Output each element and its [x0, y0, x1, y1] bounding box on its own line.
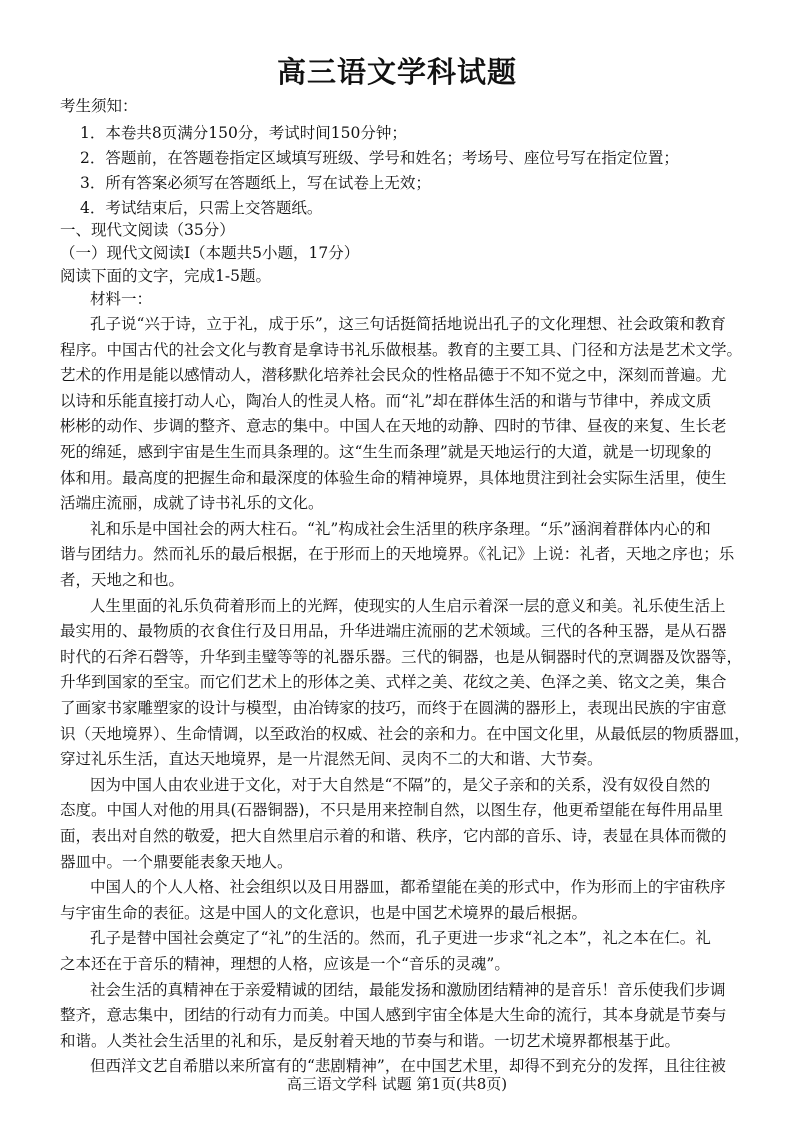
- passage-line: 和谐。人类社会生活里的礼和乐，是反射着天地的节奏与和谐。一切艺术境界都根基于此。: [60, 1031, 681, 1050]
- reading-instruction: 阅读下面的文字，完成1-5题。: [60, 267, 271, 285]
- passage-line: 孔子说“兴于诗，立于礼，成于乐”，这三句话挺简括地说出孔子的文化理想、社会政策和教育: [90, 315, 726, 333]
- page-title: 高三语文学科试题: [276, 55, 517, 89]
- notice-item: 4．考试结束后，只需上交答题纸。: [80, 199, 323, 217]
- passage-line: 了画家书家雕塑家的设计与模型，由冶铸家的技巧，而终于在圆满的器形上，表现出民族的宇宙意: [60, 699, 727, 717]
- passage-line: 时代的石斧石磬等，升华到圭璧等等的礼器乐器。三代的铜器，也是从铜器时代的烹调器及饮器等，: [60, 647, 743, 666]
- passage-line: 死的绵延，感到宇宙是生生而具条理的。这“生生而条理”就是天地运行的大道，就是一切现象的: [60, 443, 712, 461]
- passage-line: 人生里面的礼乐负荷着形而上的光辉，使现实的人生启示着深一层的意义和美。礼乐使生活上: [90, 596, 726, 615]
- passage-line: 中国人的个人人格、社会组织以及日用器皿，都希望能在美的形式中，作为形而上的宇宙秩序: [90, 878, 726, 897]
- passage-line: 以诗和乐能直接打动人心，陶冶人的性灵人格。而“礼”却在群体生活的和谐与节律中，养成文质: [60, 391, 712, 410]
- passage-line: 态度。中国人对他的用具(石器铜器)，不只是用来控制自然，以图生存，他更希望能在每件用品里: [60, 801, 724, 820]
- passage-line: 之本还在于音乐的精神，理想的人格，应该是一个“音乐的灵魂”。: [60, 955, 510, 973]
- passage-line: 穿过礼乐生活，直达天地境界，是一片混然无间、灵肉不二的大和谐、大节奏。: [60, 750, 603, 769]
- passage-line: 识（天地境界）、生命情调，以至政治的权威、社会的亲和力。在中国文化里，从最低层的物质器皿，: [60, 724, 750, 743]
- passage-line: 最实用的、最物质的衣食住行及日用品，升华进端庄流丽的艺术领域。三代的各种玉器，是从石器: [60, 622, 727, 641]
- page-footer: 高三语文学科 试题 第1页(共8页): [286, 1075, 508, 1093]
- notice-item: 2．答题前，在答题卷指定区域填写班级、学号和姓名；考场号、座位号写在指定位置；: [80, 149, 679, 167]
- passage-line: 活端庄流丽，成就了诗书礼乐的文化。: [60, 494, 324, 513]
- passage-line: 彬彬的动作、步调的整齐、意志的集中。中国人在天地的动静、四时的节律、昼夜的来复、生长老: [60, 417, 727, 436]
- sub-section-heading: （一）现代文阅读Ⅰ（本题共5小题，17分）: [60, 244, 360, 262]
- notice-heading: 考生须知：: [60, 97, 138, 115]
- passage-line: 与宇宙生命的表征。这是中国人的文化意识，也是中国艺术境界的最后根据。: [60, 903, 588, 922]
- passage-line: 但西洋文艺自希腊以来所富有的“悲剧精神”，在中国艺术里，却得不到充分的发挥，且往往被: [90, 1057, 726, 1076]
- passage-line: 程序。中国古代的社会文化与教育是拿诗书礼乐做根基。教育的主要工具、门径和方法是艺术文学。: [60, 340, 743, 359]
- passage-line: 者，天地之和也。: [60, 571, 185, 589]
- section-heading: 一、现代文阅读（35分）: [60, 221, 235, 239]
- passage-line: 器皿中。一个鼎要能表象天地人。: [60, 852, 293, 871]
- passage-line: 整齐，意志集中，团结的行动有力而美。中国人感到宇宙全体是大生命的流行，其本身就是节奏与: [60, 1006, 727, 1025]
- notice-item: 1．本卷共8页满分150分，考试时间150分钟；: [80, 124, 407, 142]
- material-label: 材料一：: [90, 290, 153, 308]
- passage-line: 因为中国人由农业进于文化，对于大自然是“不隔”的，是父子亲和的关系，没有奴役自然的: [90, 775, 711, 794]
- passage-line: 孔子是替中国社会奠定了“礼”的生活的。然而，孔子更进一步求“礼之本”，礼之本在仁。礼: [90, 929, 711, 948]
- passage-line: 谐与团结力。然而礼乐的最后根据，在于形而上的天地境界。《礼记》上说：礼者，天地之序也；乐: [60, 545, 735, 564]
- notice-item: 3．所有答案必须写在答题纸上，写在试卷上无效；: [80, 174, 431, 192]
- passage-line: 升华到国家的至宝。而它们艺术上的形体之美、式样之美、花纹之美、色泽之美、铭文之美，集合: [60, 673, 727, 692]
- passage-line: 社会生活的真精神在于亲爱精诚的团结，最能发扬和激励团结精神的是音乐！音乐使我们步调: [90, 980, 726, 999]
- passage-line: 体和用。最高度的把握生命和最深度的体验生命的精神境界，具体地贯注到社会实际生活里，使生: [60, 468, 727, 487]
- passage-line: 艺术的作用是能以感情动人，潜移默化培养社会民众的性格品德于不知不觉之中，深刻而普遍。尤: [60, 366, 727, 385]
- passage-line: 礼和乐是中国社会的两大柱石。“礼”构成社会生活里的秩序条理。“乐”涵润着群体内心的和: [90, 519, 711, 538]
- passage-line: 面，表出对自然的敬爱，把大自然里启示着的和谐、秩序，它内部的音乐、诗，表显在具体而微的: [60, 827, 727, 845]
